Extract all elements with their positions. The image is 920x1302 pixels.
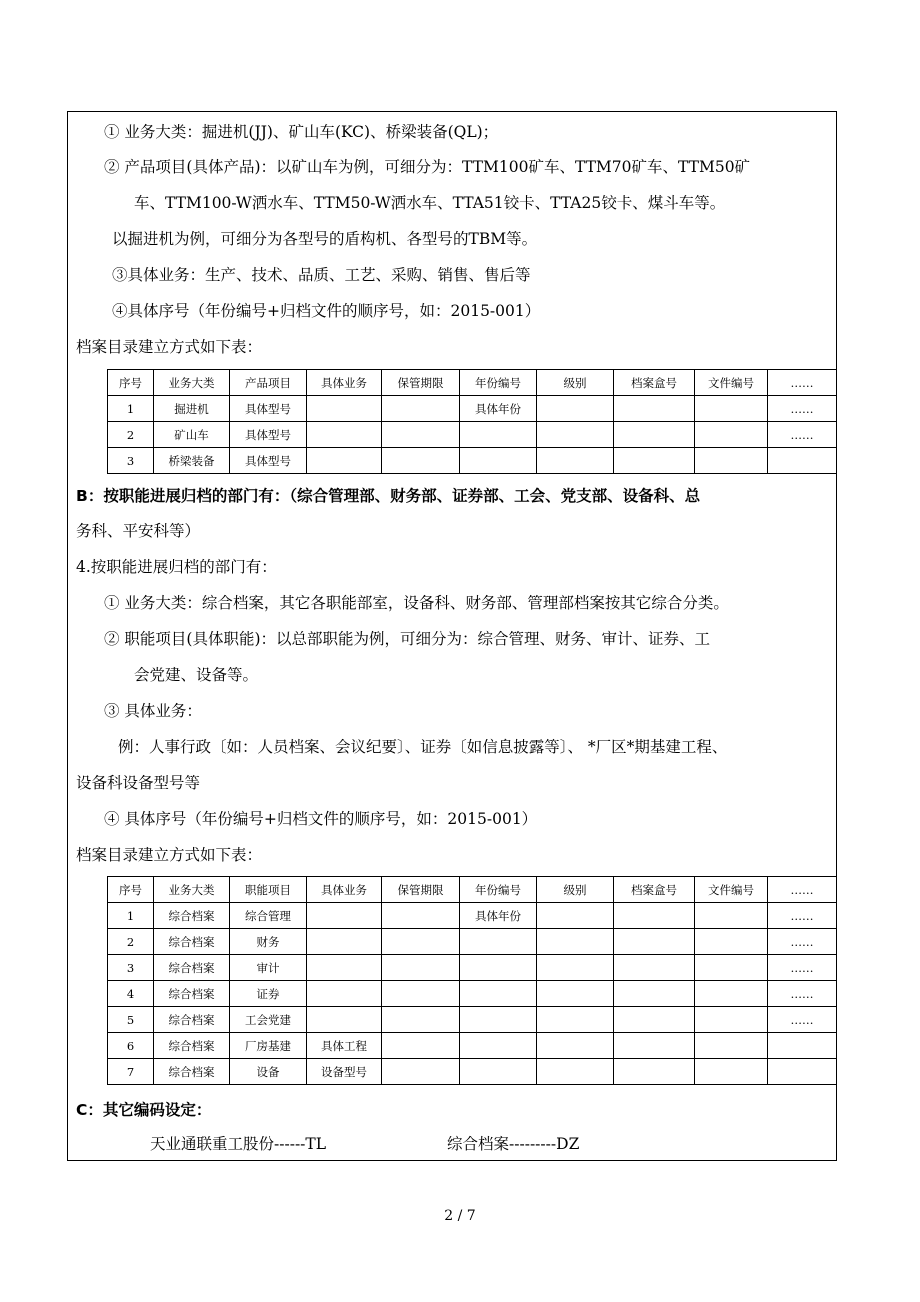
- table-cell: [537, 448, 614, 474]
- table-row: [108, 1033, 837, 1059]
- table-cell: [614, 448, 695, 474]
- table-cell: [695, 955, 768, 981]
- table-cell: 证券: [230, 981, 307, 1007]
- table-cell: ……: [768, 903, 837, 929]
- table-row: [108, 929, 837, 955]
- table-cell: [460, 955, 537, 981]
- a-item-2-line-3: 以掘进机为例，可细分为各型号的盾构机、各型号的TBM等。: [112, 230, 538, 248]
- table-cell: [460, 448, 537, 474]
- table-cell: [382, 929, 460, 955]
- table-cell: [695, 396, 768, 422]
- table-row: [108, 1007, 837, 1033]
- table-header-cell: ……: [768, 370, 837, 396]
- table-cell: [768, 448, 837, 474]
- table-cell: 具体型号: [230, 396, 307, 422]
- table-row: [108, 1059, 837, 1085]
- table-header-cell: 档案盒号: [614, 370, 695, 396]
- table-cell: [768, 1033, 837, 1059]
- b-item-2-line-2: 会党建、设备等。: [134, 666, 259, 684]
- table-cell: [537, 1059, 614, 1085]
- b-example-line-1: 例：人事行政〔如：人员档案、会议纪要〕、证券〔如信息披露等〕、 *厂区*期基建工程、: [118, 738, 728, 756]
- table-cell: 1: [108, 396, 154, 422]
- b-item-4: ④ 具体序号（年份编号+归档文件的顺序号，如：2015-001）: [104, 810, 538, 828]
- table-cell: [307, 955, 382, 981]
- table-cell: 综合档案: [154, 955, 230, 981]
- table-cell: [695, 1007, 768, 1033]
- archive-table-product: [107, 369, 837, 474]
- table-cell: [695, 1033, 768, 1059]
- table-cell: 综合档案: [154, 981, 230, 1007]
- table-header-cell: 级别: [537, 370, 614, 396]
- table-header-cell: 具体业务: [307, 877, 382, 903]
- table-header-cell: 职能项目: [230, 877, 307, 903]
- table-cell: [460, 422, 537, 448]
- table-cell: [382, 1007, 460, 1033]
- table-cell: 工会党建: [230, 1007, 307, 1033]
- table-cell: [460, 929, 537, 955]
- table-row: [108, 955, 837, 981]
- a-item-2-line-2: 车、TTM100-W洒水车、TTM50-W洒水车、TTA51铰卡、TTA25铰卡、煤斗车等。: [134, 194, 726, 212]
- table-cell: [695, 422, 768, 448]
- b-item-1: ① 业务大类：综合档案，其它各职能部室，设备科、财务部、管理部档案按其它综合分类。: [104, 594, 729, 612]
- table-cell: [537, 422, 614, 448]
- table-cell: 4: [108, 981, 154, 1007]
- table-header-cell: 具体业务: [307, 370, 382, 396]
- table-cell: [307, 448, 382, 474]
- table-cell: ……: [768, 422, 837, 448]
- table-cell: 厂房基建: [230, 1033, 307, 1059]
- table-cell: [768, 1059, 837, 1085]
- table-cell: 审计: [230, 955, 307, 981]
- table-row: [108, 396, 837, 422]
- table-cell: 具体工程: [307, 1033, 382, 1059]
- table-cell: 综合档案: [154, 1007, 230, 1033]
- a-item-3: ③具体业务：生产、技术、品质、工艺、采购、销售、售后等: [112, 266, 531, 284]
- table-cell: [614, 396, 695, 422]
- table-cell: [695, 448, 768, 474]
- table-header-cell: 序号: [108, 877, 154, 903]
- table-cell: 5: [108, 1007, 154, 1033]
- table-cell: [307, 396, 382, 422]
- archive-table-function: [107, 876, 837, 1085]
- table-cell: 具体型号: [230, 422, 307, 448]
- table-header-cell: 年份编号: [460, 877, 537, 903]
- table-cell: 2: [108, 929, 154, 955]
- a-item-1: ① 业务大类：掘进机(JJ)、矿山车(KC)、桥梁装备(QL)；: [104, 123, 499, 141]
- table-header-cell: 序号: [108, 370, 154, 396]
- table-cell: [695, 929, 768, 955]
- page-number: 2 / 7: [444, 1208, 476, 1224]
- table-row: [108, 422, 837, 448]
- table-cell: 设备型号: [307, 1059, 382, 1085]
- c-code-company: 天业通联重工股份------TL: [150, 1135, 327, 1153]
- table-header-cell: 业务大类: [154, 370, 230, 396]
- table-cell: [695, 981, 768, 1007]
- table-cell: [307, 929, 382, 955]
- b-example-line-2: 设备科设备型号等: [76, 774, 201, 792]
- table-cell: ……: [768, 955, 837, 981]
- table-cell: [537, 955, 614, 981]
- table-cell: [307, 903, 382, 929]
- table-cell: [460, 1007, 537, 1033]
- table-cell: 设备: [230, 1059, 307, 1085]
- table-cell: [307, 1007, 382, 1033]
- table-cell: 综合档案: [154, 1033, 230, 1059]
- c-code-general-archive: 综合档案---------DZ: [447, 1135, 580, 1153]
- table-cell: 掘进机: [154, 396, 230, 422]
- table-cell: [614, 903, 695, 929]
- table-header-cell: 业务大类: [154, 877, 230, 903]
- table-cell: 桥梁装备: [154, 448, 230, 474]
- table-cell: [614, 981, 695, 1007]
- table-cell: [614, 929, 695, 955]
- table-header-cell: 级别: [537, 877, 614, 903]
- table-cell: 具体型号: [230, 448, 307, 474]
- table-cell: 3: [108, 955, 154, 981]
- table-row: [108, 981, 837, 1007]
- table-cell: [382, 981, 460, 1007]
- table-cell: [307, 981, 382, 1007]
- a-table-intro: 档案目录建立方式如下表：: [76, 338, 263, 356]
- table-cell: [382, 1059, 460, 1085]
- table-header-cell: 产品项目: [230, 370, 307, 396]
- table-cell: 3: [108, 448, 154, 474]
- table-cell: [382, 955, 460, 981]
- table-header-cell: 保管期限: [382, 877, 460, 903]
- table-header-cell: 年份编号: [460, 370, 537, 396]
- table-cell: [307, 422, 382, 448]
- table-cell: [460, 981, 537, 1007]
- table-cell: [614, 1033, 695, 1059]
- table-cell: [695, 1059, 768, 1085]
- a-item-2-line-1: ② 产品项目(具体产品)：以矿山车为例，可细分为：TTM100矿车、TTM70矿车、TTM50矿: [104, 158, 751, 176]
- table-cell: ……: [768, 929, 837, 955]
- table-cell: ……: [768, 396, 837, 422]
- table-cell: [537, 1033, 614, 1059]
- table-cell: 综合档案: [154, 929, 230, 955]
- b-item-2-line-1: ② 职能项目(具体职能)：以总部职能为例，可细分为：综合管理、财务、审计、证券、工: [104, 630, 711, 648]
- table-header-cell: 文件编号: [695, 877, 768, 903]
- table-cell: [382, 422, 460, 448]
- table-cell: 具体年份: [460, 396, 537, 422]
- b-heading-line-1: B：按职能进展归档的部门有：（综合管理部、财务部、证券部、工会、党支部、设备科、总: [76, 487, 701, 505]
- table-cell: [537, 1007, 614, 1033]
- table-header-cell: 档案盒号: [614, 877, 695, 903]
- c-heading: C：其它编码设定：: [76, 1101, 212, 1119]
- table-cell: [537, 903, 614, 929]
- b-item-3: ③ 具体业务：: [104, 702, 202, 720]
- table-cell: 具体年份: [460, 903, 537, 929]
- table-cell: 2: [108, 422, 154, 448]
- table-cell: [537, 396, 614, 422]
- table-cell: 矿山车: [154, 422, 230, 448]
- table-cell: ……: [768, 981, 837, 1007]
- table-cell: ……: [768, 1007, 837, 1033]
- table-header-cell: ……: [768, 877, 837, 903]
- table-cell: [382, 1033, 460, 1059]
- table-cell: [614, 1059, 695, 1085]
- b-subheading: 4.按职能进展归档的部门有：: [76, 558, 277, 576]
- table-cell: 财务: [230, 929, 307, 955]
- table-cell: 1: [108, 903, 154, 929]
- table-cell: 6: [108, 1033, 154, 1059]
- table-header-cell: 保管期限: [382, 370, 460, 396]
- table-cell: [382, 903, 460, 929]
- table-cell: 7: [108, 1059, 154, 1085]
- table-cell: [460, 1059, 537, 1085]
- table-cell: [382, 396, 460, 422]
- table-cell: 综合档案: [154, 903, 230, 929]
- table-row: [108, 903, 837, 929]
- table-cell: [614, 422, 695, 448]
- table-cell: [460, 1033, 537, 1059]
- table-cell: [614, 955, 695, 981]
- table-header-row: [108, 877, 837, 903]
- b-heading-line-2: 务科、平安科等）: [76, 522, 201, 540]
- table-cell: [695, 903, 768, 929]
- a-item-4: ④具体序号（年份编号+归档文件的顺序号，如：2015-001）: [112, 302, 541, 320]
- table-row: [108, 448, 837, 474]
- b-table-intro: 档案目录建立方式如下表：: [76, 846, 263, 864]
- table-cell: [382, 448, 460, 474]
- table-header-cell: 文件编号: [695, 370, 768, 396]
- table-cell: [537, 929, 614, 955]
- table-cell: [537, 981, 614, 1007]
- table-cell: [614, 1007, 695, 1033]
- table-cell: 综合档案: [154, 1059, 230, 1085]
- table-header-row: [108, 370, 837, 396]
- table-cell: 综合管理: [230, 903, 307, 929]
